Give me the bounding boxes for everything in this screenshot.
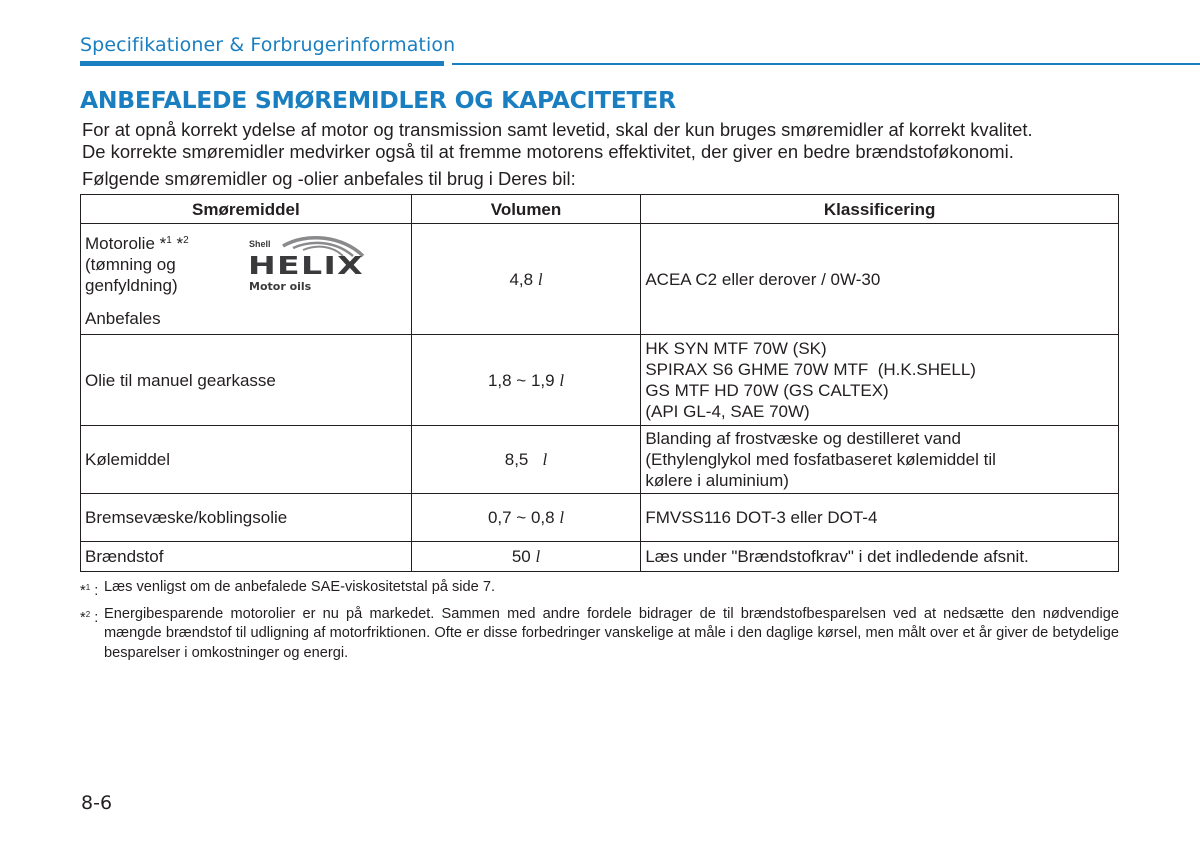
motor-oil-line2: (tømning og (85, 255, 176, 274)
recommended-label: Anbefales (85, 309, 161, 328)
footnote-marker: *$^2$ : (80, 609, 99, 626)
gear-oil-classification (641, 335, 1119, 426)
intro-line-1: For at opnå korrekt ydelse af motor og transmission samt levetid, skal der kun bruges smøremidler af korrekt kvalitet. (82, 119, 1033, 140)
header-rule-thick (80, 61, 444, 66)
class-line: kølere i aluminium) (645, 471, 789, 490)
header-classification: Klassificering (641, 195, 1119, 224)
footnotes (80, 578, 1119, 666)
intro-text (82, 119, 1122, 190)
page-number: 8-6 (81, 792, 113, 814)
coolant-name: Kølemiddel (81, 426, 412, 494)
brake-fluid-classification: FMVSS116 DOT-3 eller DOT-4 (641, 494, 1119, 542)
table-header-row (81, 195, 1119, 224)
shell-helix-logo (245, 234, 371, 296)
logo-sub-text: Motor oils (249, 280, 312, 293)
brake-fluid-volume: 0,7 ~ 0,8 l (411, 494, 641, 542)
class-line: GS MTF HD 70W (GS CALTEX) (645, 381, 889, 400)
gear-oil-name: Olie til manuel gearkasse (81, 335, 412, 426)
class-line: (Ethylenglykol med fosfatbaseret kølemiddel til (645, 450, 996, 469)
intro-line-3: Følgende smøremidler og -olier anbefales til brug i Deres bil: (82, 168, 576, 189)
fuel-classification: Læs under "Brændstofkrav" i det indledende afsnit. (641, 542, 1119, 572)
footnote-1 (80, 578, 1119, 602)
motor-oil-classification: ACEA C2 eller derover / 0W-30 (641, 224, 1119, 335)
table-row (81, 224, 1119, 335)
class-line: HK SYN MTF 70W (SK) (645, 339, 827, 358)
motor-oil-line3: genfyldning) (85, 276, 178, 295)
table-row (81, 542, 1119, 572)
fuel-name: Brændstof (81, 542, 412, 572)
gear-oil-volume: 1,8 ~ 1,9 l (411, 335, 641, 426)
table-row (81, 494, 1119, 542)
header-volume: Volumen (411, 195, 641, 224)
lubricants-table (80, 194, 1119, 572)
page-title: ANBEFALEDE SMØREMIDLER OG KAPACITETER (80, 86, 676, 114)
class-line: SPIRAX S6 GHME 70W MTF (H.K.SHELL) (645, 360, 976, 379)
brake-fluid-name: Bremsevæske/koblingsolie (81, 494, 412, 542)
table-row (81, 335, 1119, 426)
footnote-2 (80, 605, 1119, 664)
footnote-text: Energibesparende motorolier er nu på markedet. Sammen med andre fordele bidrager de til brændstofbesparelsen ved at nedsætte den nødvendige mængde brændstof til udligning af motorfriktionen. Ofte er disse forbedringer vanskelige at måle i den daglige kørsel, men målt over et år giver de betydelige besparelser i omkostninger og energi. (104, 605, 1119, 661)
section-header: Specifikationer & Forbrugerinformation (80, 34, 456, 56)
motor-oil-cell (81, 224, 412, 335)
logo-brand-text: Shell (249, 239, 271, 249)
coolant-classification (641, 426, 1119, 494)
intro-line-2: De korrekte smøremidler medvirker også til at fremme motorens effektivitet, der giver en bedre brændstoføkonomi. (82, 141, 1014, 162)
class-line: Blanding af frostvæske og destilleret vand (645, 429, 961, 448)
fuel-volume: 50 l (411, 542, 641, 572)
class-line: (API GL-4, SAE 70W) (645, 402, 810, 421)
logo-name-text: HELIX (248, 251, 364, 280)
coolant-volume: 8,5 l (411, 426, 641, 494)
footnote-marker: *$^1$ : (80, 583, 99, 599)
table-row (81, 426, 1119, 494)
motor-oil-volume: 4,8 l (411, 224, 641, 335)
header-lubricant: Smøremiddel (81, 195, 412, 224)
footnote-text: Læs venligst om de anbefalede SAE-viskositetstal på side 7. (104, 579, 496, 595)
header-rule-thin (452, 63, 1200, 65)
motor-oil-name: Motorolie *$^1$ *$^2$ (85, 234, 189, 253)
